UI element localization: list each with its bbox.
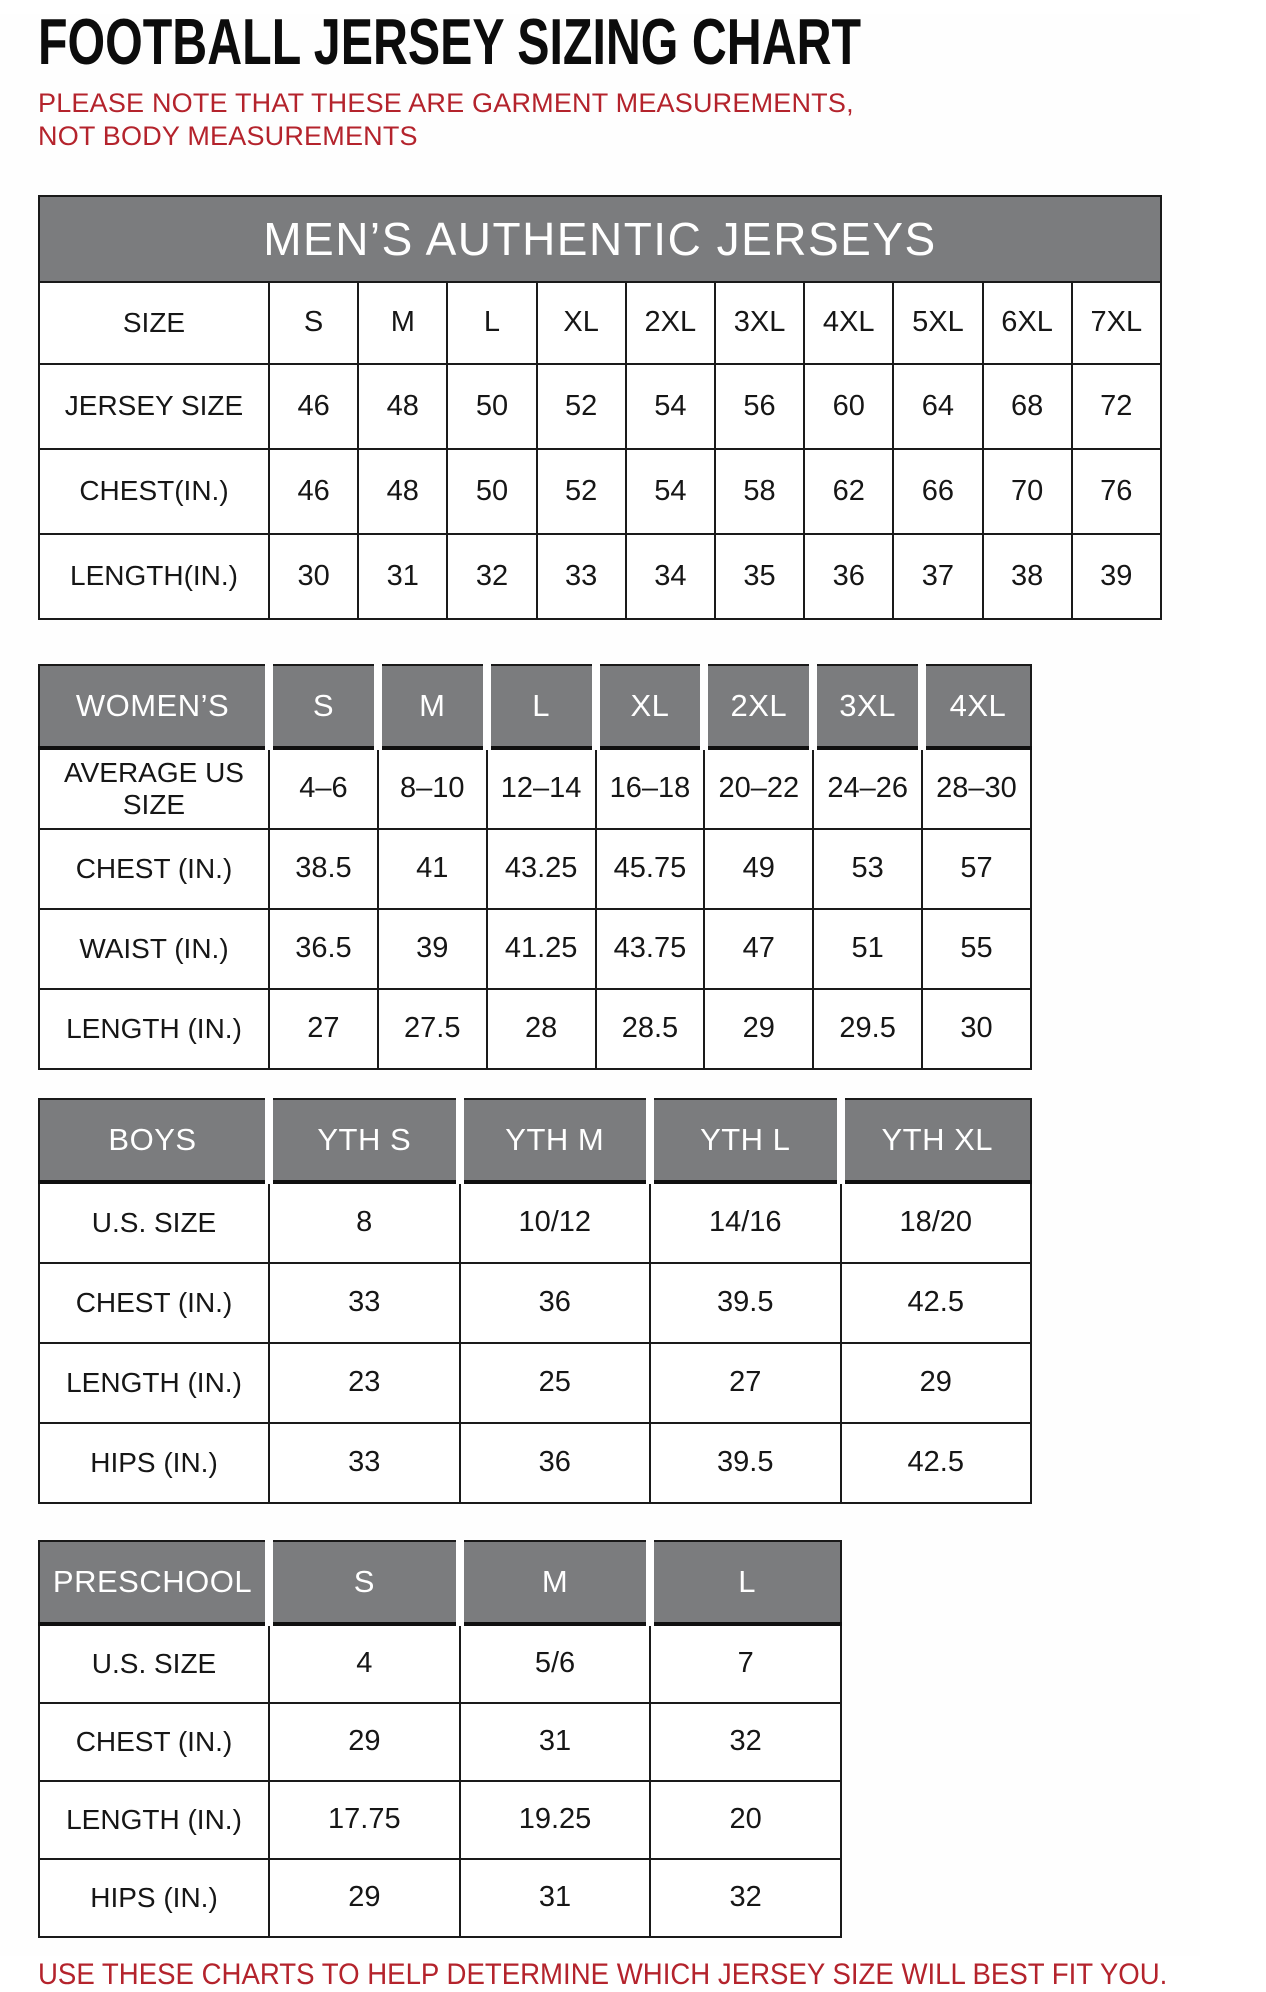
value-cell: 17.75 [269, 1781, 460, 1859]
table-row [39, 1263, 1031, 1343]
boys-jerseys-table [38, 1098, 1032, 1504]
column-header-cell: YTH XL [841, 1099, 1032, 1182]
column-header-cell: S [269, 1541, 460, 1624]
row-label-cell: LENGTH (IN.) [39, 989, 269, 1069]
preschool-jerseys-table [38, 1540, 842, 1938]
sizing-chart-page [0, 6, 1200, 1991]
value-cell: 36 [460, 1263, 651, 1343]
value-cell: 4 [269, 1624, 460, 1703]
value-cell: 66 [893, 449, 982, 534]
row-label-cell: AVERAGE US SIZE [39, 748, 269, 829]
value-cell: 45.75 [596, 829, 705, 909]
value-cell: 20 [650, 1781, 841, 1859]
column-header-cell: L [650, 1541, 841, 1624]
value-cell: 34 [626, 534, 715, 619]
value-cell: 30 [269, 534, 358, 619]
value-cell: 16–18 [596, 748, 705, 829]
table-row [39, 1182, 1031, 1263]
value-cell: 32 [447, 534, 536, 619]
value-cell: 36 [460, 1423, 651, 1503]
value-cell: 33 [269, 1423, 460, 1503]
value-cell: 54 [626, 449, 715, 534]
column-header-cell: YTH S [269, 1099, 460, 1182]
value-cell: 27 [650, 1343, 841, 1423]
table-row [39, 449, 1161, 534]
value-cell: 48 [358, 364, 447, 449]
row-label-cell: U.S. SIZE [39, 1182, 269, 1263]
value-cell: 31 [358, 534, 447, 619]
row-label-cell: CHEST (IN.) [39, 1263, 269, 1343]
column-header-cell: 3XL [813, 665, 922, 748]
value-cell: 68 [983, 364, 1072, 449]
value-cell: 36.5 [269, 909, 378, 989]
table-row [39, 829, 1031, 909]
value-cell: 46 [269, 449, 358, 534]
column-header-cell: M [378, 665, 487, 748]
value-cell: 62 [804, 449, 893, 534]
value-cell: 46 [269, 364, 358, 449]
table-row [39, 1703, 841, 1781]
row-label-cell: CHEST (IN.) [39, 1703, 269, 1781]
column-header-cell: 4XL [922, 665, 1031, 748]
value-cell: 7XL [1072, 282, 1161, 364]
row-label-cell: JERSEY SIZE [39, 364, 269, 449]
value-cell: 37 [893, 534, 982, 619]
value-cell: 50 [447, 449, 536, 534]
value-cell: 57 [922, 829, 1031, 909]
value-cell: M [358, 282, 447, 364]
column-header-cell: YTH L [650, 1099, 841, 1182]
value-cell: 53 [813, 829, 922, 909]
value-cell: 64 [893, 364, 982, 449]
value-cell: 39.5 [650, 1263, 841, 1343]
column-header-cell: YTH M [460, 1099, 651, 1182]
value-cell: 12–14 [487, 748, 596, 829]
value-cell: 6XL [983, 282, 1072, 364]
column-header-cell: S [269, 665, 378, 748]
value-cell: 28–30 [922, 748, 1031, 829]
table-row [39, 534, 1161, 619]
value-cell: 30 [922, 989, 1031, 1069]
value-cell: 54 [626, 364, 715, 449]
value-cell: 43.25 [487, 829, 596, 909]
value-cell: 55 [922, 909, 1031, 989]
page-title-text: FOOTBALL JERSEY SIZING CHART [38, 6, 862, 79]
mens-jerseys-table [38, 195, 1162, 620]
table-row [39, 1624, 841, 1703]
value-cell: 76 [1072, 449, 1161, 534]
table-row [39, 1859, 841, 1937]
value-cell: 31 [460, 1859, 651, 1937]
value-cell: 72 [1072, 364, 1161, 449]
value-cell: 32 [650, 1859, 841, 1937]
value-cell: 47 [704, 909, 813, 989]
value-cell: 56 [715, 364, 804, 449]
table-row [39, 1343, 1031, 1423]
value-cell: 42.5 [841, 1423, 1032, 1503]
table-title-row [39, 196, 1161, 282]
value-cell: 27.5 [378, 989, 487, 1069]
row-label-cell: LENGTH (IN.) [39, 1781, 269, 1859]
value-cell: XL [537, 282, 626, 364]
table-row [39, 364, 1161, 449]
value-cell: 39 [1072, 534, 1161, 619]
value-cell: 36 [804, 534, 893, 619]
row-label-cell: U.S. SIZE [39, 1624, 269, 1703]
value-cell: 52 [537, 449, 626, 534]
womens-jerseys-table [38, 664, 1032, 1070]
value-cell: 33 [269, 1263, 460, 1343]
value-cell: 39.5 [650, 1423, 841, 1503]
value-cell: L [447, 282, 536, 364]
value-cell: 28 [487, 989, 596, 1069]
value-cell: 60 [804, 364, 893, 449]
value-cell: 41 [378, 829, 487, 909]
value-cell: 5/6 [460, 1624, 651, 1703]
value-cell: 3XL [715, 282, 804, 364]
column-header-cell: M [460, 1541, 651, 1624]
value-cell: 39 [378, 909, 487, 989]
table-row [39, 909, 1031, 989]
value-cell: 18/20 [841, 1182, 1032, 1263]
value-cell: 25 [460, 1343, 651, 1423]
value-cell: 50 [447, 364, 536, 449]
table-row [39, 989, 1031, 1069]
table-header-row [39, 1541, 841, 1624]
value-cell: 28.5 [596, 989, 705, 1069]
value-cell: 58 [715, 449, 804, 534]
table-header-label: WOMEN’S [39, 665, 269, 748]
value-cell: 8 [269, 1182, 460, 1263]
value-cell: 49 [704, 829, 813, 909]
table-row [39, 748, 1031, 829]
value-cell: 19.25 [460, 1781, 651, 1859]
value-cell: 29 [269, 1859, 460, 1937]
value-cell: 24–26 [813, 748, 922, 829]
value-cell: 43.75 [596, 909, 705, 989]
value-cell: 7 [650, 1624, 841, 1703]
row-label-cell: CHEST (IN.) [39, 829, 269, 909]
page-title [38, 6, 1200, 79]
garment-measurements-note: PLEASE NOTE THAT THESE ARE GARMENT MEASUREMENTS, NOT BODY MEASUREMENTS [38, 88, 854, 151]
value-cell: 2XL [626, 282, 715, 364]
value-cell: 41.25 [487, 909, 596, 989]
value-cell: 29 [841, 1343, 1032, 1423]
table-header-row [39, 1099, 1031, 1182]
footer-note-text: USE THESE CHARTS TO HELP DETERMINE WHICH JERSEY SIZE WILL BEST FIT YOU. [38, 1957, 1168, 1991]
table-row [39, 282, 1161, 364]
value-cell: 42.5 [841, 1263, 1032, 1343]
value-cell: 33 [537, 534, 626, 619]
column-header-cell: XL [596, 665, 705, 748]
table-row [39, 1423, 1031, 1503]
value-cell: 32 [650, 1703, 841, 1781]
value-cell: 5XL [893, 282, 982, 364]
value-cell: 38.5 [269, 829, 378, 909]
value-cell: 27 [269, 989, 378, 1069]
row-label-cell: CHEST(IN.) [39, 449, 269, 534]
value-cell: S [269, 282, 358, 364]
row-label-cell: SIZE [39, 282, 269, 364]
column-header-cell: 2XL [704, 665, 813, 748]
value-cell: 51 [813, 909, 922, 989]
value-cell: 70 [983, 449, 1072, 534]
row-label-cell: HIPS (IN.) [39, 1859, 269, 1937]
value-cell: 8–10 [378, 748, 487, 829]
table-header-row [39, 665, 1031, 748]
value-cell: 10/12 [460, 1182, 651, 1263]
table-header-label: BOYS [39, 1099, 269, 1182]
value-cell: 23 [269, 1343, 460, 1423]
row-label-cell: LENGTH(IN.) [39, 534, 269, 619]
table-title: MEN’S AUTHENTIC JERSEYS [39, 196, 1161, 282]
column-header-cell: L [487, 665, 596, 748]
table-header-label: PRESCHOOL [39, 1541, 269, 1624]
value-cell: 4XL [804, 282, 893, 364]
row-label-cell: LENGTH (IN.) [39, 1343, 269, 1423]
table-row [39, 1781, 841, 1859]
value-cell: 38 [983, 534, 1072, 619]
value-cell: 35 [715, 534, 804, 619]
value-cell: 48 [358, 449, 447, 534]
value-cell: 4–6 [269, 748, 378, 829]
value-cell: 31 [460, 1703, 651, 1781]
value-cell: 14/16 [650, 1182, 841, 1263]
value-cell: 52 [537, 364, 626, 449]
value-cell: 20–22 [704, 748, 813, 829]
value-cell: 29 [269, 1703, 460, 1781]
value-cell: 29 [704, 989, 813, 1069]
row-label-cell: HIPS (IN.) [39, 1423, 269, 1503]
footer-note [38, 1958, 1200, 1992]
value-cell: 29.5 [813, 989, 922, 1069]
row-label-cell: WAIST (IN.) [39, 909, 269, 989]
